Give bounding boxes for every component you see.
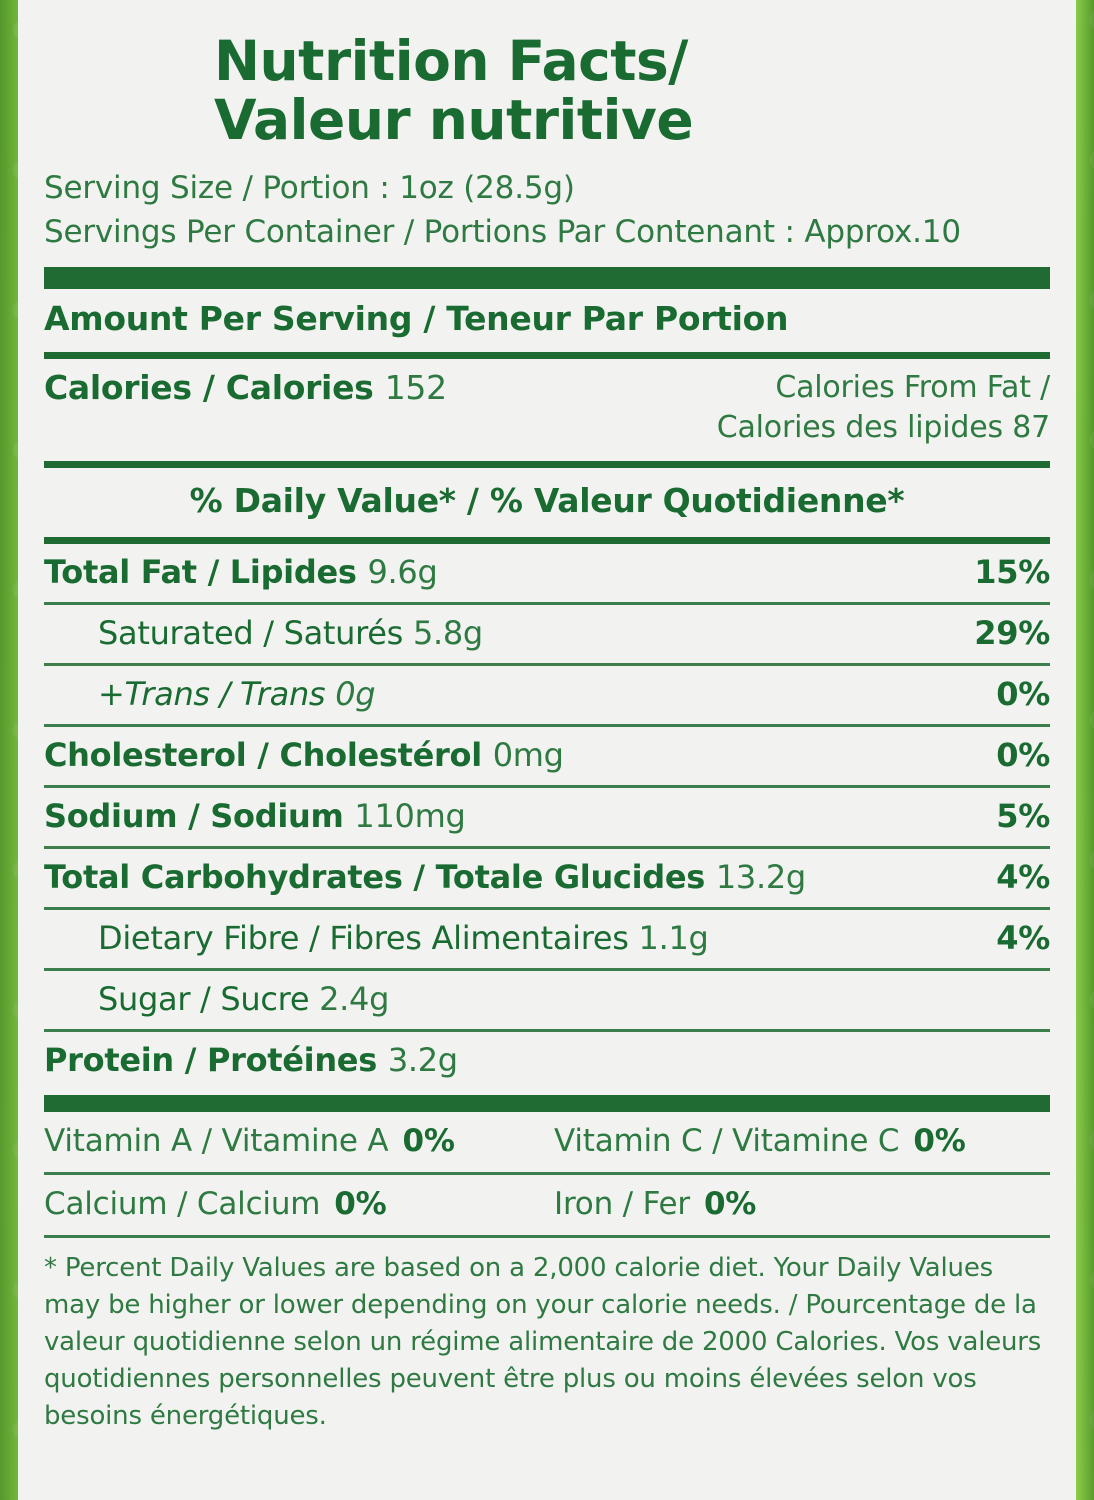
vitamin-c-label: Vitamin C / Vitamine C [554,1122,900,1159]
nutrient-name: Sugar / Sucre [98,979,310,1018]
nutrient-percent: 4% [996,918,1050,957]
amount-per-serving-text: Amount Per Serving / Teneur Par Portion [44,299,789,339]
table-row [44,605,1050,660]
vitamin-c-percent: 0% [913,1122,966,1159]
vitamin-a-percent: 0% [402,1122,455,1159]
table-row [44,788,1050,843]
calcium-label: Calcium / Calcium [44,1185,321,1222]
nutrient-amount: 1.1g [638,918,709,957]
daily-value-header: % Daily Value* / % Valeur Quotidienne* [189,480,905,520]
calories-value: 152 [384,368,447,408]
iron-cell [554,1186,1050,1222]
label-title [44,29,1050,153]
nutrient-percent: 15% [974,552,1050,591]
calcium-percent: 0% [334,1185,387,1222]
nutrient-amount: 9.6g [367,552,438,591]
calories-from-fat-line2: Calories des lipides 87 [716,409,1050,445]
nutrient-percent: 29% [974,613,1050,652]
nutrition-facts-label [18,0,1076,1500]
divider-medium-2 [44,461,1050,468]
vitamin-a-label: Vitamin A / Vitamine A [44,1122,389,1159]
iron-percent: 0% [703,1185,757,1222]
nutrient-percent: 4% [996,857,1050,896]
table-row [44,971,1050,1026]
servings-per-container-text: Servings Per Container / Portions Par Contenant : Approx.10 [44,213,961,250]
vitamin-c-cell [554,1123,1050,1159]
nutrient-percent: 0% [996,735,1050,774]
label-title-line2: Valeur nutritive [214,88,694,153]
nutrient-name: Saturated / Saturés [98,613,404,652]
nutrient-amount: 0g [335,674,376,713]
table-row [44,910,1050,965]
nutrient-amount: 5.8g [412,613,483,652]
nutrient-amount: 13.2g [715,857,806,896]
nutrient-amount: 0mg [492,735,564,774]
calories-label: Calories / Calories [44,368,374,408]
table-row [44,727,1050,782]
nutrient-percent: 0% [996,674,1050,713]
calories-label-group [44,368,447,407]
divider-thick-top [44,267,1050,289]
nutrient-name: Cholesterol / Cholestérol [44,735,482,774]
vitamins-row-1 [44,1112,1050,1169]
nutrient-amount: 3.2g [387,1040,458,1079]
nutrient-name: Total Carbohydrates / Totale Glucides [44,857,706,896]
footnote-text: * Percent Daily Values are based on a 2,000 calorie diet. Your Daily Values may be higher or lower depending on your calorie needs. / Pourcentage de la valeur quotidienne selon un régime alimentaire de 2000 Calories. Vos valeurs quotidiennes personnelles peuvent être plus ou moins élevées selon vos besoins énergétiques. [44,1252,1042,1431]
nutrient-name: Dietary Fibre / Fibres Alimentaires [98,918,629,957]
serving-size-text: Serving Size / Portion : 1oz (28.5g) [44,169,575,206]
nutrient-name: Sodium / Sodium [44,796,344,835]
table-row [44,544,1050,599]
nutrient-percent: 5% [996,796,1050,835]
divider-thick-bottom [44,1095,1050,1112]
nutrient-name: +Trans / Trans [98,674,326,713]
calories-from-fat-group [717,368,1050,448]
calcium-cell [44,1186,554,1222]
divider-medium-1 [44,352,1050,359]
divider-medium-3 [44,537,1050,544]
nutrient-name: Total Fat / Lipides [44,552,357,591]
table-row [44,666,1050,721]
table-row [44,1032,1050,1087]
package-right-edge [1076,0,1094,1500]
iron-label: Iron / Fer [554,1185,690,1222]
nutrient-amount: 2.4g [319,979,390,1018]
nutrient-name: Protein / Protéines [44,1040,377,1079]
vitamin-a-cell [44,1123,554,1159]
calories-from-fat-line1: Calories From Fat / [775,370,1050,406]
label-title-line1: Nutrition Facts/ [214,29,688,93]
nutrient-amount: 110mg [354,796,466,835]
table-row [44,849,1050,904]
calories-row [44,359,1050,455]
vitamins-row-2 [44,1175,1050,1232]
